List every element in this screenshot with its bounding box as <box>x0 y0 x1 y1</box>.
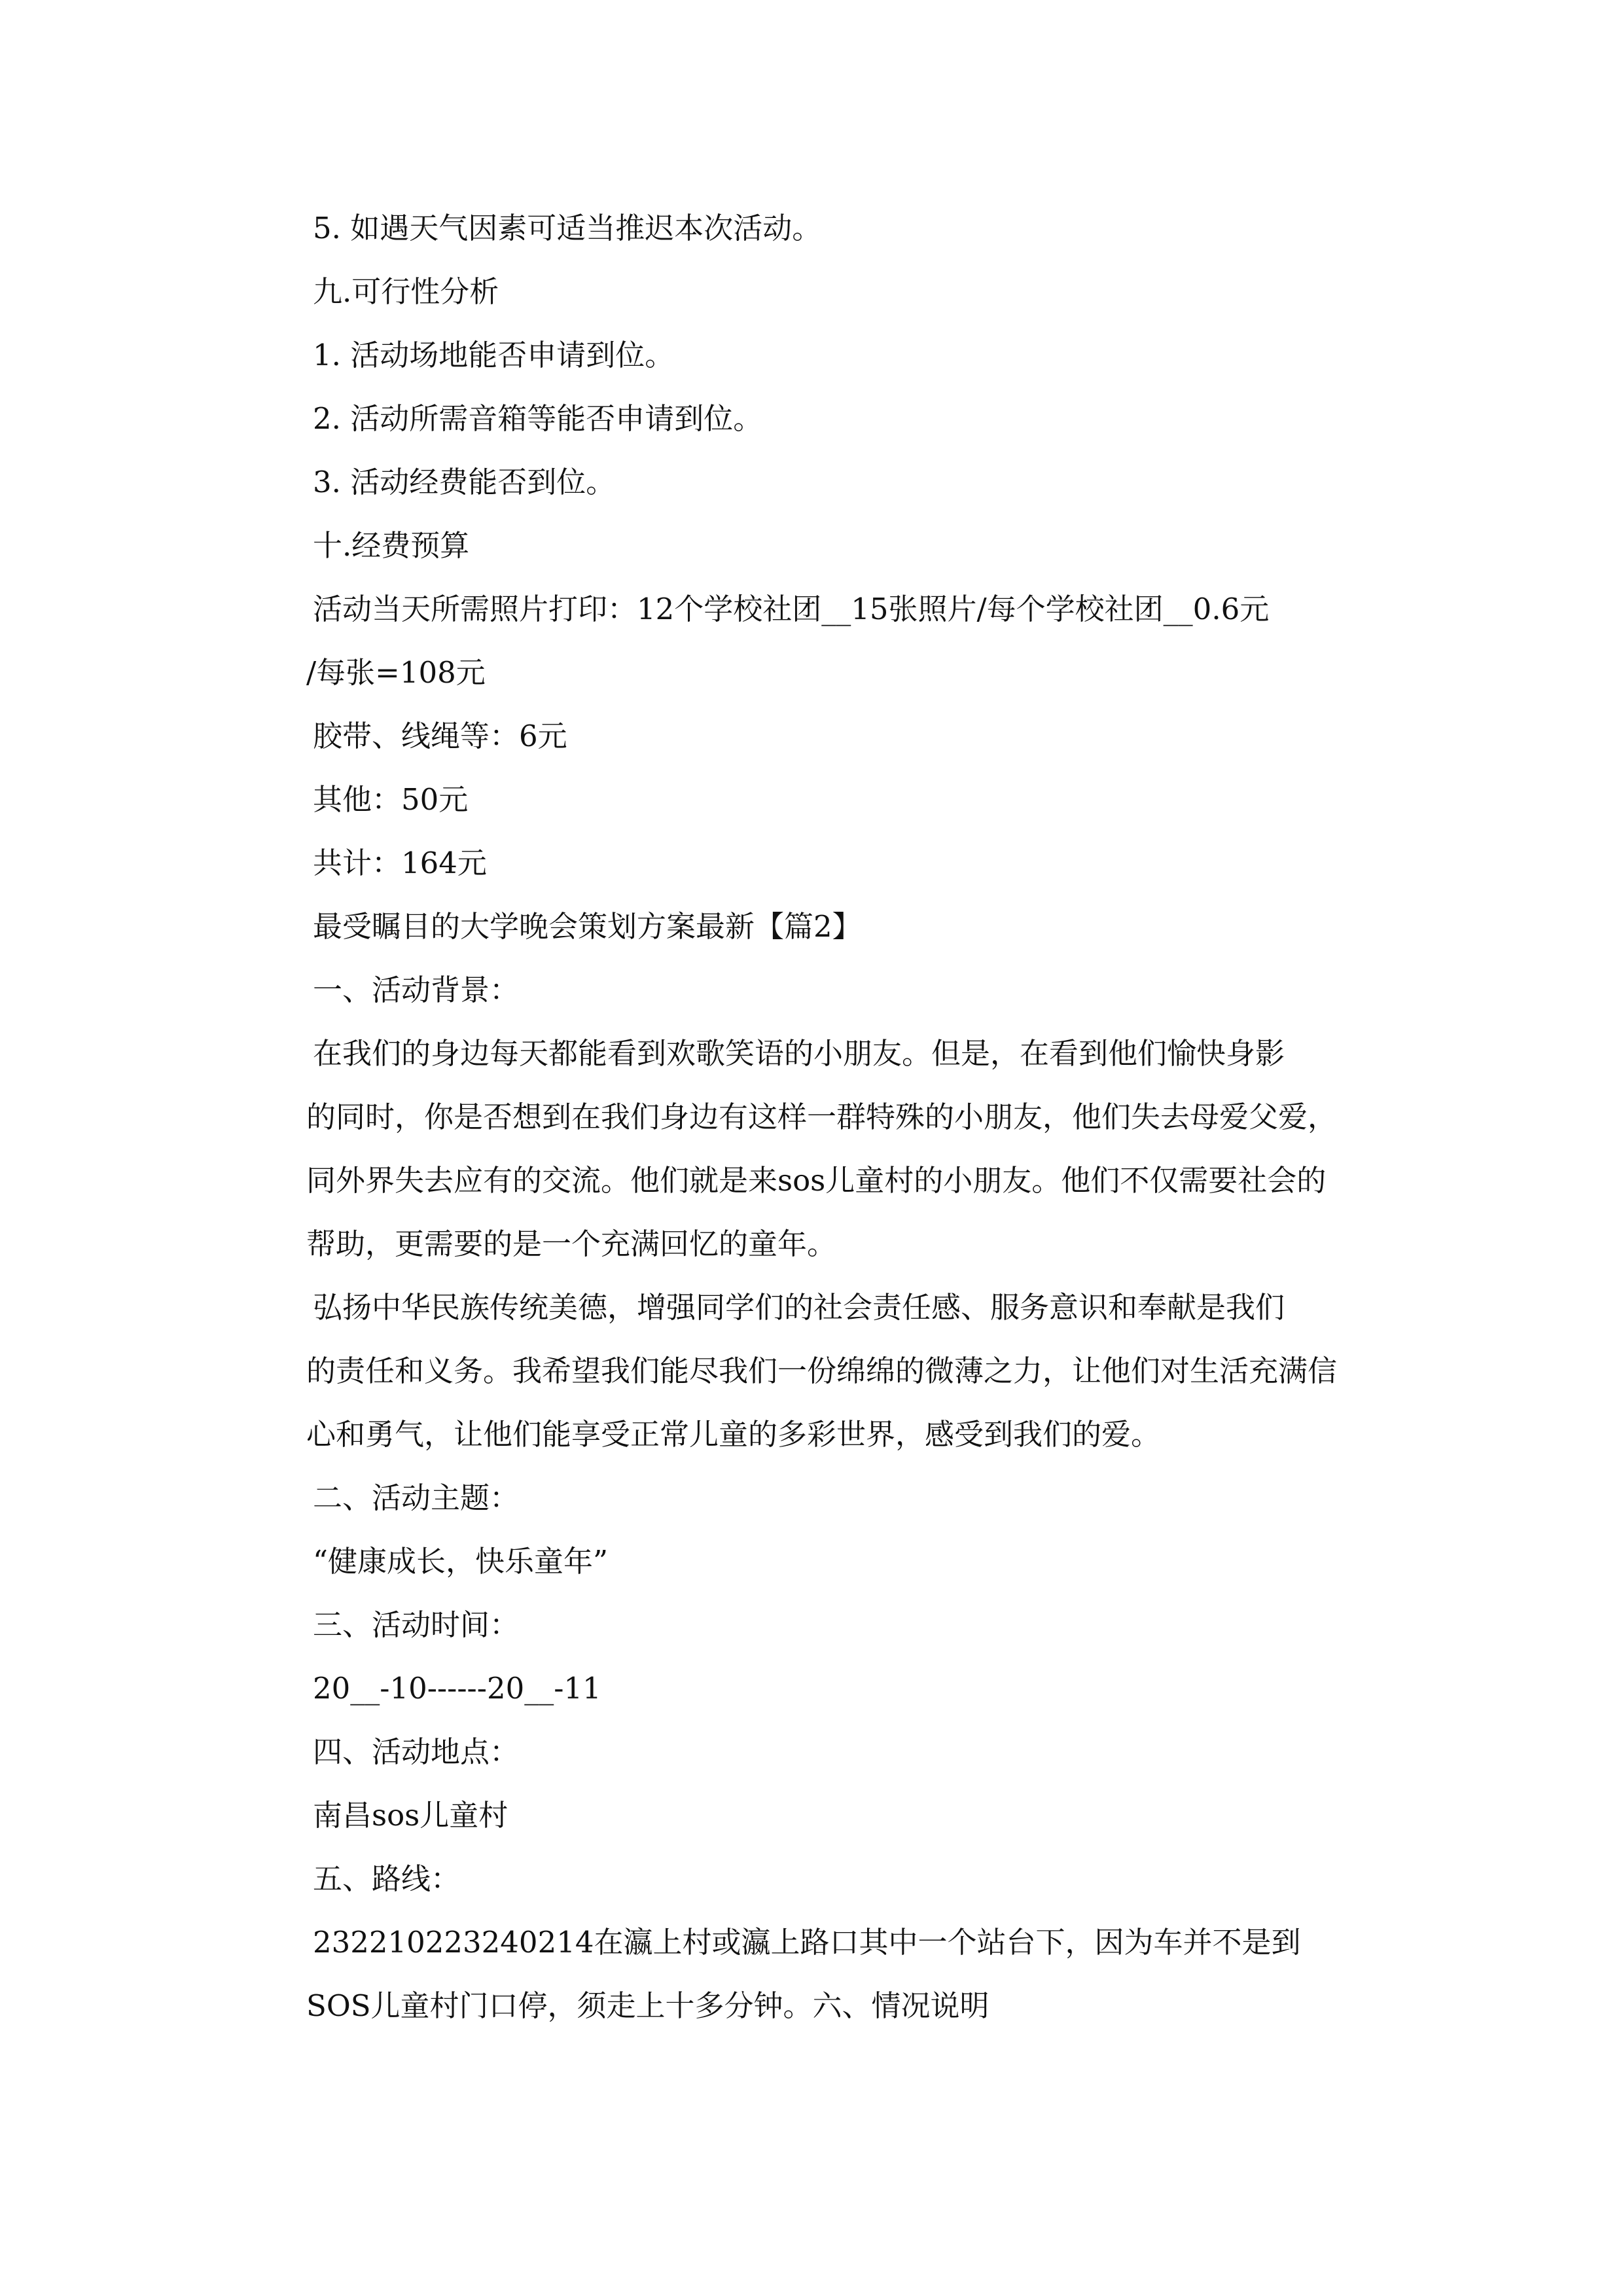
budget-photo-print-line2: /每张=108元 <box>306 655 486 690</box>
background-p1-line3: 同外界失去应有的交流。他们就是来sos儿童村的小朋友。他们不仅需要社会的 <box>306 1163 1327 1198</box>
background-p1-line2: 的同时，你是否想到在我们身边有这样一群特殊的小朋友，他们失去母爱父爱， <box>306 1100 1338 1134</box>
route-line2: SOS儿童村门口停，须走上十多分钟。六、情况说明 <box>306 1988 990 2023</box>
item-funding: 3. 活动经费能否到位。 <box>313 465 616 499</box>
budget-tape: 胶带、线绳等：6元 <box>313 719 567 753</box>
item-speakers: 2. 活动所需音箱等能否申请到位。 <box>313 401 763 436</box>
document-body <box>306 196 1386 2037</box>
background-p2-line2: 的责任和义务。我希望我们能尽我们一份绵绵的微薄之力，让他们对生活充满信 <box>306 1354 1338 1388</box>
section2-title: 最受瞩目的大学晚会策划方案最新【篇2】 <box>313 909 862 944</box>
time-value: 20__-10------20__-11 <box>313 1671 601 1706</box>
background-p1-line1: 在我们的身边每天都能看到欢歌笑语的小朋友。但是，在看到他们愉快身影 <box>313 1036 1285 1071</box>
route-paragraph <box>306 1910 1386 2037</box>
place-value: 南昌sos儿童村 <box>313 1798 508 1833</box>
heading-place: 四、活动地点： <box>313 1734 520 1769</box>
item-weather: 5. 如遇天气因素可适当推迟本次活动。 <box>313 211 822 245</box>
heading-route: 五、路线： <box>313 1861 461 1896</box>
theme-value: “健康成长，快乐童年” <box>313 1544 609 1579</box>
heading-time: 三、活动时间： <box>313 1607 520 1642</box>
background-p2-line1: 弘扬中华民族传统美德，增强同学们的社会责任感、服务意识和奉献是我们 <box>313 1290 1285 1325</box>
budget-other: 其他：50元 <box>313 782 469 817</box>
heading-budget: 十.经费预算 <box>313 528 470 563</box>
heading-feasibility: 九.可行性分析 <box>313 274 499 309</box>
item-venue: 1. 活动场地能否申请到位。 <box>313 338 675 372</box>
route-line1: 232210223240214在瀛上村或瀛上路口其中一个站台下，因为车并不是到 <box>313 1925 1301 1960</box>
budget-photo-print-line1: 活动当天所需照片打印：12个学校社团__15张照片/每个学校社团__0.6元 <box>313 592 1270 626</box>
heading-theme: 二、活动主题： <box>313 1480 520 1515</box>
heading-background: 一、活动背景： <box>313 973 520 1007</box>
background-paragraph-2 <box>306 1276 1386 1466</box>
background-p2-line3: 心和勇气，让他们能享受正常儿童的多彩世界，感受到我们的爱。 <box>306 1417 1161 1452</box>
budget-photo-print <box>306 577 1386 704</box>
background-paragraph-1 <box>306 1022 1386 1276</box>
background-p1-line4: 帮助，更需要的是一个充满回忆的童年。 <box>306 1227 837 1261</box>
budget-total: 共计：164元 <box>313 846 487 880</box>
